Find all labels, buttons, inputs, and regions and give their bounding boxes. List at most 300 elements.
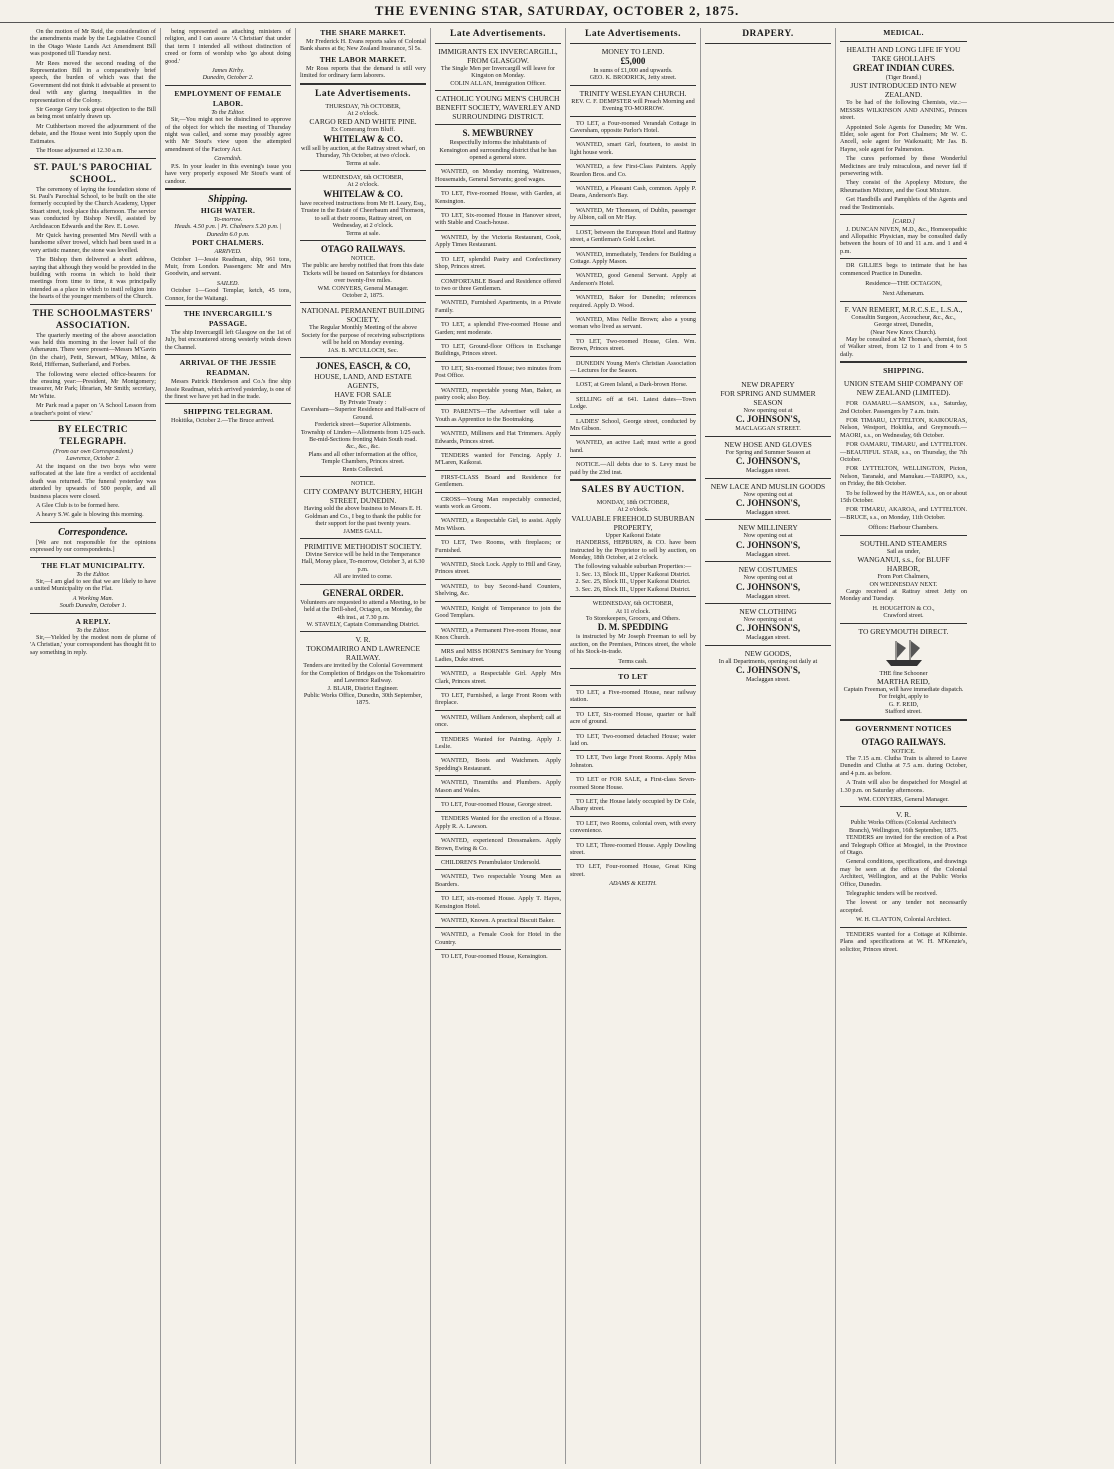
ad-line: MONDAY, 18th OCTOBER, [596, 499, 670, 507]
section-heading: Late Advertisements. [584, 29, 681, 39]
ad-line: ON WEDNESDAY NEXT. [869, 580, 938, 588]
divider [300, 170, 426, 171]
classified-ad: DUNEDIN Young Men's Christian Association — Lectures for the Season. [570, 359, 696, 374]
ad-line: TRINITY WESLEYAN CHURCH. [579, 88, 687, 98]
ad-line: Maclaggan street. [746, 676, 790, 684]
ad-line: Crawford street. [883, 612, 924, 620]
ad-line: WEDNESDAY, 6th OCTOBER, [322, 174, 404, 182]
tide-times: Heads. 4.50 p.m. | Pt. Chalmers 5.20 p.m. | Dunedin 6.0 p.m. [174, 223, 282, 238]
divider [570, 668, 696, 669]
ad-line: General conditions, specifications, and drawings may be seen at the offices of the Colonial Architect, Wellington, and at the Public Works Office, Dunedin. [840, 858, 967, 888]
divider [570, 268, 696, 269]
ad-line: TENDERS are invited for the erection of a Post and Telegraph Office at Mosgiel, in the Province of Otago. [840, 834, 967, 857]
divider [570, 356, 696, 357]
card-label: [CARD.] [892, 218, 915, 226]
divider [435, 164, 561, 165]
advertisement [435, 128, 561, 161]
ad-line: Consultin Surgeon, Accoucheur, &c., &c., [851, 313, 956, 321]
ad-line: 2. Sec. 25, Block III., Upper Kaikorai District. [575, 578, 691, 586]
classified-ad: SELLING off at 641. Latest dates—Town Lodge. [570, 395, 696, 411]
ad-line: The lowest or any tender not necessarily accepted. [840, 899, 967, 914]
classified-ad: WANTED, Baker for Dunedin; references required. Apply D. Wood. [570, 294, 696, 309]
ad-line: For freight, apply to [878, 693, 929, 701]
ad-line: DR GILLIES begs to intimate that he has commenced Practice in Dunedin. [840, 262, 967, 277]
divider [435, 644, 561, 645]
classified-ad: WANTED, Tinsmiths and Plumbers. Apply Mason and Wales. [435, 779, 561, 794]
divider [435, 601, 561, 602]
divider [435, 274, 561, 275]
classified-ad: WANTED, Knight of Temperance to join the Good Templars. [435, 604, 561, 620]
paragraph: [We are not responsible for the opinions expressed by our correspondents.] [30, 538, 156, 554]
ad-line: The public are hereby notified that from this date Tickets will be issued on Saturdays for distances over twenty-five miles. [302, 262, 424, 285]
paragraph: The following were elected office-bearers for the ensuing year:—President, Mr Montgomery; treasurer, Mr Park; librarian, Mr Smith; secretary, Mr White. [30, 370, 156, 400]
ad-line: NEW GOODS, [744, 648, 792, 658]
ad-line: Maclaggan street. [746, 467, 790, 475]
ad-line: Next Athenæum. [882, 290, 925, 298]
ad-line: MONEY TO LEND. [601, 47, 665, 56]
classified-ad: TENDERS wanted for Fencing. Apply J. M'Laren, Kaikorai. [435, 452, 561, 467]
divider [570, 838, 696, 839]
ad-line: NOTICE. [350, 254, 376, 262]
section-subheading: SAILED. [216, 279, 240, 287]
divider [570, 685, 696, 686]
divider [435, 869, 561, 870]
paragraph: A Glee Club is to be formed here. [36, 501, 120, 509]
divider [570, 750, 696, 751]
classified-ad: FIRST-CLASS Board and Residence for Gentlemen. [435, 473, 561, 489]
divider [570, 707, 696, 708]
ad-line: By Private Treaty : [339, 398, 387, 406]
divider [435, 361, 561, 362]
ad-line: Terms at sale. [345, 159, 381, 167]
divider [435, 492, 561, 493]
ad-line: IMMIGRANTS EX INVERCARGILL, FROM GLASGOW. [438, 47, 558, 65]
divider [435, 470, 561, 471]
classified-list [435, 164, 561, 960]
ad-line: WHITELAW & CO. [323, 133, 403, 144]
ad-line: NEW MILLINERY [738, 523, 798, 533]
divider [840, 361, 967, 363]
divider [30, 304, 156, 305]
divider [435, 927, 561, 928]
masthead [0, 0, 1114, 23]
ad-line: To Storekeepers, Grocers, and Others. [585, 614, 681, 622]
ad-line: George street, Dunedin, [874, 321, 933, 329]
ad-line: They consist of the Apoplexy Mixture, the Rheumatism Mixture, and the Gout Mixture. [840, 179, 967, 194]
paragraph: Sir,—Yielded by the modest nom de plume of 'A Christian,' your correspondent has thought fit to say something in reply. [30, 633, 156, 656]
spacer [705, 47, 831, 377]
divider [435, 949, 561, 950]
advertisement [570, 499, 696, 593]
section-heading: Shipping. [208, 193, 248, 205]
divider [435, 90, 561, 91]
divider [435, 811, 561, 812]
divider [435, 557, 561, 558]
ad-line: From Port Chalmers, [877, 573, 930, 581]
classified-ad: WANTED, a Female Cook for Hotel in the Country. [435, 931, 561, 946]
divider [840, 258, 967, 259]
classified-ad: WANTED, on Monday morning, Waitresses, Housemaids, General Servants; good wages. [435, 168, 561, 183]
divider [30, 613, 156, 614]
ad-line: Residence—THE OCTAGON, [865, 279, 942, 287]
signature-place: South Dunedin, October 1. [59, 602, 127, 610]
ad-line: A Train will also be despatched for Mosgiel at 1.30 p.m. on Saturday afternoons. [840, 779, 967, 794]
section-heading: THE LABOR MARKET. [319, 54, 407, 64]
signature-place: Dunedin, October 2. [202, 74, 254, 82]
divider [435, 295, 561, 296]
advertisement [705, 482, 831, 517]
ad-line: TO GREYMOUTH DIRECT. [858, 626, 949, 636]
advertisement [840, 45, 967, 211]
ad-line: Volunteers are requested to attend a Meeting, to be held at the Drill-shed, Octagon, on Monday, the 4th inst., at 7.30 p.m. [300, 598, 426, 621]
advertisement [300, 361, 426, 473]
paragraph: The ceremony of laying the foundation stone of St. Paul's Parochial School, to be built on the site formerly occupied by the Church Academy, Upper Stuart street, took place this afternoon. The service was conducted by Bishop Nevill, assisted by Archdeacon Edwards and the Rev. E. Lowe. [30, 185, 156, 230]
paragraph: A heavy S.W. gale is blowing this morning. [36, 511, 144, 519]
classified-ad: TO LET, Six-roomed House, quarter or half acre of ground. [570, 710, 696, 726]
ad-line: OTAGO RAILWAYS. [861, 736, 946, 747]
classified-ad: TO LET, Six-roomed House in Hanover street, with Stable and Coach-house. [435, 212, 561, 227]
section-heading: PORT CHALMERS. [192, 238, 264, 248]
ad-line: Plans and all other information at the office, [308, 450, 418, 458]
ad-line: In all Departments, opening out daily at [718, 657, 818, 665]
section-heading: TO LET [618, 671, 648, 681]
classified-ad: TO LET, two Rooms, colonial oven, with every convenience. [570, 819, 696, 835]
divider [435, 891, 561, 892]
ad-line: (Tiger Brand.) [885, 74, 922, 81]
divider [435, 43, 561, 44]
classified-ad: WANTED, an active Lad; must write a good hand. [570, 439, 696, 454]
divider [435, 230, 561, 231]
advertisement [705, 649, 831, 684]
ad-line: C. JOHNSON'S, [735, 414, 801, 425]
ad-line: Be-mid-Sections fronting Main South road. [309, 436, 417, 443]
section-heading: ARRIVAL OF THE JESSIE READMAN. [179, 358, 277, 378]
classified-ad: TO LET, Ground-floor Offices in Exchange Buildings, Princes street. [435, 342, 561, 358]
divider [435, 775, 561, 776]
ad-line: W. H. CLAYTON, Colonial Architect. [856, 916, 951, 924]
advertisement [570, 600, 696, 665]
paragraph: Mr Rees moved the second reading of the Representation Bill in a comparatively brief speech, the burden of which was that the Government did not think it advisable at present to deal with any glaring inequalities in the representation of the Colony. [30, 59, 156, 104]
divider [570, 247, 696, 248]
dateline: Lawrence, October 2. [66, 455, 120, 463]
section-subheading: To the Editor. [211, 108, 245, 116]
divider [570, 43, 696, 44]
divider [840, 41, 967, 42]
ad-line: Having sold the above business to Messrs E. H. Goldman and Co., I beg to thank the public for their support for the past twenty years. [304, 505, 422, 528]
divider [705, 478, 831, 479]
divider [435, 913, 561, 914]
divider [435, 753, 561, 754]
ad-line: SOUTHLAND STEAMERS [860, 538, 947, 548]
divider [435, 797, 561, 798]
ad-line: Telegraphic tenders will be received. [846, 890, 938, 898]
classified-ad: WANTED, respectable young Man, Baker, as pastry cook; also Boy. [435, 386, 561, 401]
paragraph: Hokitika, October 2.—The Bruce arrived. [171, 417, 275, 425]
ad-line: The cures performed by these Wonderful Medicines are truly miraculous, and never fail if persevering with. [840, 155, 967, 178]
columns [26, 28, 1102, 1464]
section-heading: THE INVERCARGILL'S PASSAGE. [183, 308, 273, 328]
classified-ad: COMFORTABLE Board and Residence offered to two or three Gentlemen. [435, 277, 561, 292]
ad-line: NEW CLOTHING [739, 607, 797, 617]
classified-ad: TO LET, Four-roomed House, George street. [441, 801, 553, 808]
ad-line: NEW HOSE AND GLOVES [724, 439, 812, 449]
classified-ad: WANTED, Boots and Watchmen. Apply Spedding's Restaurant. [435, 757, 561, 772]
ad-line: FOR OAMARU.—SAMSON, s.s., Saturday, 2nd October. Passengers by 7 a.m. train. [840, 400, 967, 415]
divider [435, 666, 561, 667]
column-7 [836, 28, 971, 1464]
divider [570, 859, 696, 860]
ad-line: NEW DRAPERY [741, 380, 795, 389]
paragraph: being represented as attaching ministers of religion, and I can assure 'A Christian' that under that term I intended all without distinction of creed or form of worship who 'go about doing good.' [165, 28, 291, 65]
divider [840, 535, 967, 536]
advertisement [840, 810, 967, 923]
section-subheading: To the Editor. [76, 570, 110, 578]
ad-line: WEDNESDAY, 6th OCTOBER, [592, 600, 674, 608]
ad-line: Terms cash. [618, 657, 648, 665]
tide-heading: To-morrow. [213, 215, 243, 223]
ad-line: JAS. B. M'CULLOCH, Sec. [327, 346, 399, 354]
paragraph: The House adjourned at 12.30 a.m. [36, 147, 123, 155]
divider [570, 816, 696, 817]
classified-ad: TO LET, a Five-roomed House, near railway station. [570, 688, 696, 704]
ad-line: will sell by auction, at the Rattray street wharf, on Thursday, 7th October, at two o'clock. [301, 144, 425, 160]
divider [435, 383, 561, 384]
ad-line: Offices: Harbour Chambers. [868, 524, 939, 532]
classified-ad: WANTED, Miss Nellie Brown; also a young woman who lived as servant. [570, 315, 696, 331]
ad-line: TOKOMAIRIRO AND LAWRENCE RAILWAY. [306, 644, 420, 663]
classified-ad: TO PARENTS—The Advertiser will take a Youth as Apprentice to the Bootmaking. [435, 408, 561, 423]
divider [435, 732, 561, 733]
ad-line: C. JOHNSON'S, [735, 498, 801, 509]
divider [570, 225, 696, 226]
advertisement [435, 94, 561, 121]
ad-line: V. R. [355, 635, 371, 645]
divider [840, 301, 967, 302]
advertisement [840, 539, 967, 620]
paragraph: Sir,—You might not be disinclined to approve of the object for which the meeting of Thursday night was called, and some may possibly agree with Mr Stout's view upon the attempted amendment of the Factory Act. [165, 116, 291, 153]
ad-line: NEW LACE AND MUSLIN GOODS [710, 481, 826, 491]
section-heading: SHIPPING TELEGRAM. [183, 407, 273, 417]
ad-line: In sums of £1,000 and upwards. [593, 67, 673, 74]
ad-line: Stafford street. [885, 708, 922, 716]
divider [705, 43, 831, 44]
classified-ad: TO LET, Three-roomed House. Apply Dowling street. [570, 841, 696, 857]
ad-line: To be had of the following Chemists, viz.:—MESSRS WILKINSON AND ANNING, Princes street. [840, 99, 967, 122]
advertisement [840, 305, 967, 358]
classified-ad: TO LET, splendid Pastry and Confectionery Shop, Princes street. [435, 255, 561, 271]
section-subheading: (From our own Correspondent.) [53, 448, 133, 456]
divider [165, 305, 291, 306]
ad-line: WM. CONYERS, General Manager. [317, 284, 409, 292]
ship-icon [882, 638, 926, 668]
section-subheading: To the Editor. [76, 626, 110, 634]
classified-ad: TO LET, a splendid Five-roomed House and Garden; rent moderate. [435, 321, 561, 336]
column-3 [296, 28, 431, 1464]
divider [435, 623, 561, 624]
divider [570, 334, 696, 335]
divider [165, 354, 291, 355]
advertisement [300, 174, 426, 237]
divider [300, 83, 426, 85]
ad-line: W. STAVELY, Captain Commanding District. [306, 620, 420, 628]
paragraph: The quarterly meeting of the above association was held this morning in the lower hall of the Athenæum. There were present—Messrs M'Gavin (in the chair), Petit, Stewart, M'Kay, Milne, & Reid, Hiffernan, Sutherland, and Forbes. [30, 331, 156, 369]
ad-line: FOR LYTTELTON, WELLINGTON, Picton, Nelson, Taranaki, and Manukau.—TARIPO, s.s., on Friday, the 8th October. [840, 465, 967, 488]
ad-line: Sail as under, [886, 547, 921, 555]
ad-line: D. M. SPEDDING [597, 622, 669, 633]
classified-ad: LOST, between the European Hotel and Rattray street, a Gentleman's Gold Locket. [570, 228, 696, 244]
classified-ad: WANTED, Two respectable Young Men as Boarders. [435, 873, 561, 888]
divider [300, 240, 426, 241]
divider [705, 645, 831, 646]
ad-line: PRIMITIVE METHODIST SOCIETY. [304, 542, 422, 552]
ad-line: C. JOHNSON'S, [735, 539, 801, 550]
ad-line: Maclaggan street. [746, 509, 790, 517]
section-subheading: ARRIVED. [214, 248, 242, 256]
classified-ad: WANTED, smart Girl, fourteen, to assist in light house work. [570, 141, 696, 156]
advertisement [705, 565, 831, 600]
classified-ad: TO LET, Four-roomed House, Great King street. [570, 863, 696, 878]
ad-line: To be followed by the HAWEA, s.s., on or about 15th October. [840, 489, 967, 505]
divider [435, 208, 561, 209]
divider [570, 137, 696, 138]
section-heading: SHIPPING. [883, 366, 924, 376]
ad-line: OTAGO RAILWAYS. [320, 243, 406, 254]
paragraph: Messrs Patrick Henderson and Co.'s fine ship Jessie Readman, which arrived yesterday, is one of the finest we have yet had in the trade. [165, 378, 291, 400]
divider [435, 513, 561, 514]
ad-line: NEW COSTUMES [738, 565, 798, 575]
classified-ad: TO LET, the House lately occupied by Dr Cole, Albany street. [570, 798, 696, 813]
ad-line: Now opening out at [743, 490, 793, 498]
column-4 [431, 28, 566, 1464]
ad-line: CITY COMPANY BUTCHERY, HIGH STREET, DUNEDIN. [303, 487, 423, 506]
ad-line: HOUSE, LAND, AND ESTATE AGENTS, [314, 371, 412, 390]
ad-line: F. VAN REMERT, M.R.C.S.E., L.S.A., [844, 304, 963, 314]
ad-line: FOR SPRING AND SUMMER SEASON [720, 389, 816, 407]
divider [570, 596, 696, 597]
ad-line: S. MEWBURNEY [462, 128, 534, 139]
section-heading: Late Advertisements. [314, 88, 411, 99]
ad-line: CATHOLIC YOUNG MEN'S CHURCH BENEFIT SOCIETY, WAVERLEY AND SURROUNDING DISTRICT. [435, 94, 561, 122]
ad-line: have received instructions from Mr H. Leary, Esq., Trustee in the Estate of Cheerbaum and Thomson, to sell at their rooms, Rattray street, on Wednesday, at 2 o'clock. [300, 199, 426, 230]
divider [300, 584, 426, 585]
ad-line: Temple Chambers, Princes street. [321, 458, 405, 466]
section-heading: THE SCHOOLMASTERS' ASSOCIATION. [32, 308, 154, 331]
section-subheading: HIGH WATER. [200, 205, 256, 215]
classified-ad: TO LET, Furnished, a large Front Room with fireplace. [435, 691, 561, 707]
ad-line: &c., &c., &c. [346, 443, 380, 451]
ad-line: C. JOHNSON'S, [735, 456, 801, 467]
divider [570, 435, 696, 436]
paragraph: Mr Park read a paper on 'A School Lesson from a teacher's point of view.' [30, 402, 156, 417]
paragraph: Mr Quick having presented Mrs Nevill with a handsome silver trowel, which had been used in a very artistic manner, the stone was levelled. [30, 231, 156, 254]
ad-line: H. HOUGHTON & CO., [872, 604, 935, 612]
ad-line: Tenders are invited by the Colonial Government for the Completion of Bridges on the Tokomairiro and Lawrence Railway. [301, 662, 425, 685]
divider [435, 579, 561, 580]
ad-line: FOR OAMARU, TIMARU, and LYTTELTON.—BEAUTIFUL STAR, s.s., on Thursday, the 7th October. [840, 441, 967, 464]
ad-line: Maclaggan street. [746, 550, 790, 558]
advertisement [840, 627, 967, 716]
paragraph: P.S. In your leader in this evening's issue you have very properly exposed Mr Stout's want of candour. [165, 162, 291, 185]
ad-line: May be consulted at Mr Thomas's, chemist, foot of Walker street, from 12 to 1 and from 4 to 5 daily. [840, 335, 967, 358]
advertisement [705, 380, 831, 433]
divider [570, 377, 696, 378]
section-heading: GOVERNMENT NOTICES [855, 723, 952, 733]
ad-line: The 7.15 a.m. Clutha Train is altered to Leave Dunedin and Clutha at 7.5 a.m. during October, and 4 p.m. as before. [840, 754, 967, 777]
divider [840, 719, 967, 721]
divider [570, 772, 696, 773]
section-heading: Late Advertisements. [449, 29, 546, 39]
classified-ad: NOTICE.—All debts due to S. Levy must be paid by the 23rd inst. [570, 461, 696, 476]
ad-line: All are invited to come. [333, 573, 393, 581]
divider [435, 252, 561, 253]
divider [570, 116, 696, 117]
ad-line: GREAT INDIAN CURES. [852, 63, 955, 73]
section-heading: ST. PAUL'S PAROCHIAL SCHOOL. [33, 162, 153, 185]
ad-line: At 2 o'clock. [347, 110, 379, 118]
ad-line: Frederick street—Superior Allotments. [314, 421, 412, 429]
divider [435, 855, 561, 856]
ad-line: WHITELAW & CO. [323, 188, 403, 199]
ad-line: FOR TIMARU, AKAROA, and LYTTELTON.—BRUCE, s.s., on Monday, 11th October. [840, 506, 967, 521]
ad-line: 1. Sec. 13, Block III., Upper Kaikorai District. [575, 570, 691, 578]
paragraph: Sir George Grey took great objection to the Bill as being most unfairly drawn up. [30, 106, 156, 121]
divider [570, 457, 696, 458]
ad-line: NOTICE. [350, 480, 376, 488]
column-1 [26, 28, 161, 1464]
column-6 [701, 28, 836, 1464]
classified-ad: LOST, at Green Island, a Dark-brown Horse. [576, 381, 688, 389]
classified-list [570, 116, 696, 476]
paragraph: At the inquest on the two boys who were suffocated at the late fire a verdict of accidental death was returned. The funeral yesterday was attended by upwards of 500 people, and all business places were closed. [30, 462, 156, 500]
divider [570, 392, 696, 393]
ad-line: (Near New Knox Church). [870, 328, 937, 336]
section-heading: A REPLY. [75, 616, 111, 626]
ad-line: Divine Service will be held in the Temperance Hall, Moray place, To-morrow, October 3, at 6.30 p.m. [301, 551, 425, 573]
classified-ad: WANTED, by the Victoria Restaurant, Cook, Apply Times Restaurant. [435, 233, 561, 249]
ad-line: Rents Collected. [342, 465, 384, 473]
ad-line: The following valuable suburban Properties:— [574, 563, 692, 571]
agent-name: ADAMS & KEITH. [609, 880, 657, 888]
ad-line: Now opening out at [743, 574, 793, 582]
divider [30, 522, 156, 523]
ad-line: REV. C. F. DEMPSTER will Preach Morning and Evening TO-MORROW. [571, 97, 695, 113]
ad-line: 3. Sec. 26, Block III., Upper Kaikorai District. [575, 585, 691, 593]
ad-line: MARTHA REID, [877, 676, 930, 686]
divider [435, 710, 561, 711]
advertisement [705, 440, 831, 475]
classified-ad: WANTED, Known. A practical Biscuit Baker. [441, 917, 555, 925]
advertisement [705, 607, 831, 642]
ad-line: JAMES GALL. [343, 527, 383, 535]
masthead-title: THE EVENING STAR, SATURDAY, OCTOBER 2, 1875. [374, 3, 740, 18]
advertisement [840, 737, 967, 804]
divider [435, 535, 561, 536]
advertisement [705, 523, 831, 558]
advertisement [300, 244, 426, 299]
classified-ad: WANTED, a Pleasant Cash, common. Apply P. Deans, Anderson's Bay. [570, 185, 696, 200]
ad-line: is instructed by Mr Joseph Freeman to sell by auction, on the Premises, Princes street, the whole of his Stock-in-trade. [570, 633, 696, 656]
ad-line: MACLAGGAN STREET. [735, 425, 801, 433]
divider [165, 85, 291, 86]
ad-line: TENDERS wanted for a Cottage at Kilbirnie. Plans and specifications at W. H. M'Kenzie's, solicitor, Princes street. [840, 930, 967, 953]
classified-ad: TO LET, Five-roomed House, with Garden, at Kensington. [435, 190, 561, 205]
divider [30, 557, 156, 558]
paragraph: On the motion of Mr Reid, the consideration of the amendments made by the Legislative Council in the Otago Waste Lands Act Amendment Bill was postponed till Tuesday next. [30, 28, 156, 58]
section-heading: EMPLOYMENT OF FEMALE LABOR. [174, 88, 282, 108]
ad-line: At 2 o'clock. [347, 181, 379, 189]
divider [165, 403, 291, 404]
advertisement [300, 103, 426, 167]
